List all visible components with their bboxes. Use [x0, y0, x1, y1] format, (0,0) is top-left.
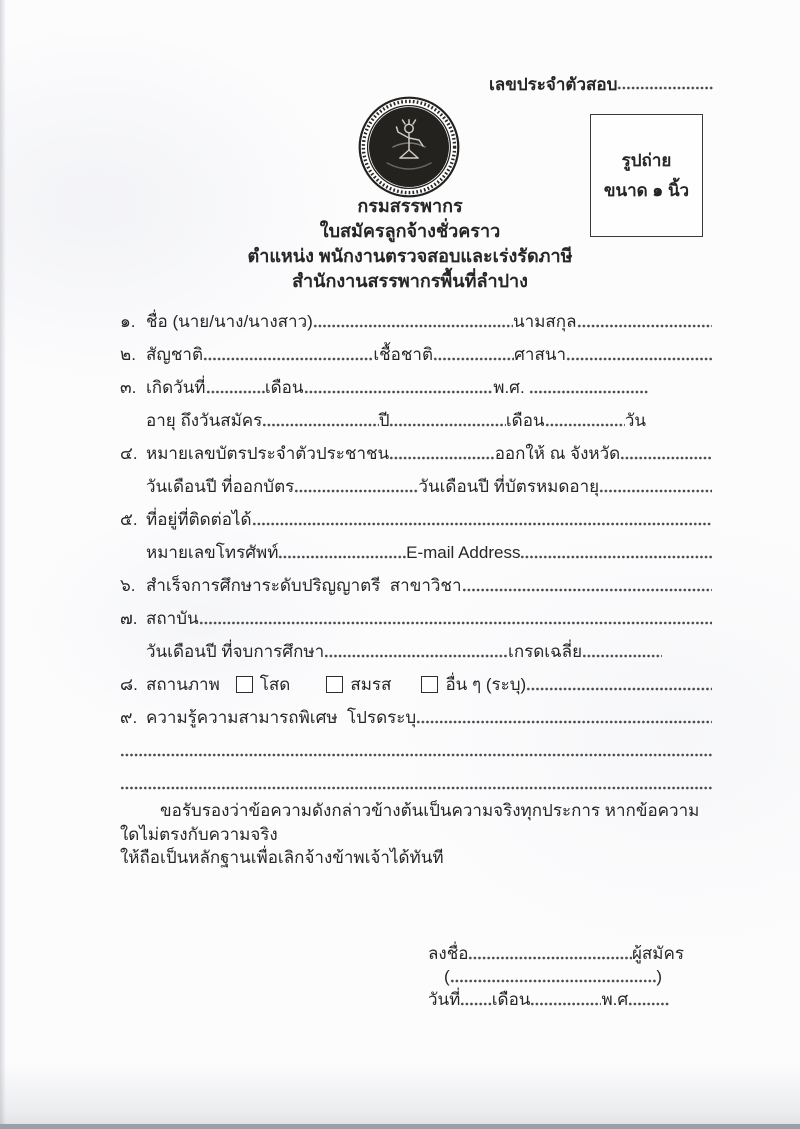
- field-label: พ.ศ.: [493, 378, 530, 398]
- signature-line: [428, 944, 684, 967]
- dotted-blank[interactable]: [545, 423, 625, 427]
- dotted-blank[interactable]: [620, 456, 712, 460]
- item-number: ๕.: [120, 510, 138, 530]
- form-line-10: [120, 600, 712, 633]
- exam-id-label: เลขประจำตัวสอบ: [489, 75, 618, 95]
- date-label: วันที่: [428, 990, 461, 1010]
- signature-name-line: [444, 967, 662, 990]
- form-title: ใบสมัครลูกจ้างชั่วคราว: [319, 221, 501, 241]
- field-label: หมายเลขบัตรประจำตัวประชาชน: [146, 444, 390, 464]
- revenue-department-seal: [357, 95, 461, 199]
- item-number: ๒.: [120, 345, 136, 365]
- signature-blank[interactable]: [468, 956, 631, 960]
- form-line-6: [120, 468, 712, 501]
- item-number: ๘.: [120, 675, 138, 695]
- item-number: [120, 563, 146, 567]
- dotted-blank[interactable]: [566, 357, 712, 361]
- item-number: ๑.: [120, 312, 136, 332]
- field-label: สัญชาติ: [146, 345, 203, 365]
- form-line-4: [120, 402, 712, 435]
- form-line-3: [120, 369, 712, 402]
- scan-left-edge: [0, 0, 6, 1129]
- month-label: เดือน: [491, 990, 531, 1010]
- department-title: กรมสรรพากร: [357, 196, 463, 216]
- dotted-blank[interactable]: [526, 687, 712, 691]
- office-title: สำนักงานสรรพากรพื้นที่ลำปาง: [292, 271, 528, 291]
- dotted-blank[interactable]: [599, 489, 712, 493]
- title-block: [20, 194, 800, 294]
- form-body: [120, 303, 712, 798]
- checkbox-other[interactable]: [421, 676, 438, 693]
- field-label: วันเดือนปี ที่บัตรหมดอายุ: [418, 477, 600, 497]
- date-blank[interactable]: [460, 1002, 491, 1006]
- dotted-blank[interactable]: [206, 390, 265, 394]
- signature-name-blank[interactable]: [450, 979, 657, 983]
- field-label: ศาสนา: [514, 345, 567, 365]
- certification-line1: ขอรับรองว่าข้อความดังกล่าวข้างต้นเป็นความจริงทุกประการ หากข้อความใดไม่ตรงกับความจริง: [120, 801, 700, 844]
- sign-label: ลงชื่อ: [428, 944, 469, 964]
- item-number: ๓.: [120, 378, 137, 398]
- field-label: สถานภาพ: [146, 675, 220, 695]
- dotted-blank[interactable]: [529, 390, 648, 394]
- item-number: ๔.: [120, 444, 138, 464]
- checkbox-single[interactable]: [236, 676, 253, 693]
- dotted-blank[interactable]: [433, 357, 514, 361]
- item-number: ๙.: [120, 708, 138, 728]
- signature-date-line: [428, 990, 684, 1013]
- form-line-7: [120, 501, 712, 534]
- field-label: ที่อยู่ที่ติดต่อได้: [146, 510, 252, 530]
- month-blank[interactable]: [530, 1002, 601, 1006]
- scan-bottom-edge: [0, 1124, 800, 1129]
- scan-bottom-shade: [0, 1064, 800, 1124]
- field-label: ปี: [378, 411, 390, 431]
- dotted-blank[interactable]: [416, 720, 712, 724]
- field-label: E-mail Address: [406, 543, 521, 563]
- garuda-seal-icon: [357, 95, 461, 199]
- field-label: นามสกุล: [513, 312, 577, 332]
- applicant-label: ผู้สมัคร: [631, 944, 684, 964]
- dotted-blank[interactable]: [199, 621, 712, 625]
- exam-id-blank[interactable]: [617, 86, 713, 90]
- field-label: โสด: [259, 675, 291, 695]
- year-label: พ.ศ: [601, 990, 629, 1010]
- dotted-blank[interactable]: [577, 324, 712, 328]
- form-line-13: [120, 699, 712, 732]
- form-line-14: [120, 732, 712, 765]
- form-line-2: [120, 336, 712, 369]
- field-label: เกิดวันที่: [146, 378, 206, 398]
- field-label: อื่น ๆ (ระบุ): [445, 675, 527, 695]
- dotted-blank[interactable]: [203, 357, 373, 361]
- dotted-blank[interactable]: [520, 555, 712, 559]
- dotted-blank[interactable]: [120, 753, 712, 757]
- exam-id-line: [489, 72, 713, 98]
- field-label: หมายเลขโทรศัพท์: [146, 543, 279, 563]
- field-label: เกรดเฉลี่ย: [508, 642, 583, 662]
- dotted-blank[interactable]: [389, 423, 505, 427]
- paren-close: ): [656, 967, 662, 987]
- field-label: สมรส: [350, 675, 392, 695]
- signature-block: [428, 944, 684, 1013]
- field-label: ความรู้ความสามารถพิเศษ โปรดระบุ: [146, 708, 417, 728]
- field-label: เดือน: [264, 378, 304, 398]
- item-number: [120, 497, 146, 501]
- field-label: ชื่อ (นาย/นาง/นางสาว): [146, 312, 313, 332]
- year-blank[interactable]: [628, 1002, 670, 1006]
- dotted-blank[interactable]: [252, 522, 712, 526]
- form-line-11: [120, 633, 712, 666]
- form-line-5: [120, 435, 712, 468]
- dotted-blank[interactable]: [389, 456, 495, 460]
- form-line-9: [120, 567, 712, 600]
- item-number: ๖.: [120, 576, 136, 596]
- dotted-blank[interactable]: [262, 423, 378, 427]
- form-line-12: [120, 666, 712, 699]
- dotted-blank[interactable]: [582, 654, 662, 658]
- dotted-blank[interactable]: [313, 324, 513, 328]
- field-label: เชื้อชาติ: [373, 345, 434, 365]
- dotted-blank[interactable]: [462, 588, 713, 592]
- field-label: วันเดือนปี ที่จบการศึกษา: [146, 642, 325, 662]
- field-label: วัน: [624, 411, 646, 431]
- form-line-15: [120, 765, 712, 798]
- paren-open: (: [444, 967, 450, 987]
- form-line-8: [120, 534, 712, 567]
- field-label: สำเร็จการศึกษาระดับปริญญาตรี สาขาวิชา: [146, 576, 462, 596]
- item-number: [120, 431, 146, 435]
- dotted-blank[interactable]: [304, 390, 494, 394]
- photo-box-line2: ขนาด ๑ นิ้ว: [603, 181, 690, 200]
- dotted-blank[interactable]: [120, 786, 712, 790]
- dotted-blank[interactable]: [294, 489, 418, 493]
- field-label: สถาบัน: [146, 609, 199, 629]
- position-title: ตำแหน่ง พนักงานตรวจสอบและเร่งรัดภาษี: [247, 246, 573, 266]
- field-label: เดือน: [505, 411, 545, 431]
- certification-line2: ให้ถือเป็นหลักฐานเพื่อเลิกจ้างข้าพเจ้าได้ทันที: [120, 848, 444, 867]
- field-label: อายุ ถึงวันสมัคร: [146, 411, 263, 431]
- checkbox-married[interactable]: [326, 676, 343, 693]
- dotted-blank[interactable]: [278, 555, 406, 559]
- item-number: [120, 662, 146, 666]
- certification-paragraph: [120, 799, 716, 870]
- field-label: วันเดือนปี ที่ออกบัตร: [146, 477, 295, 497]
- item-number: ๗.: [120, 609, 138, 629]
- form-line-1: [120, 303, 712, 336]
- photo-box-line1: รูปถ่าย: [621, 151, 672, 170]
- dotted-blank[interactable]: [324, 654, 508, 658]
- field-label: ออกให้ ณ จังหวัด: [494, 444, 621, 464]
